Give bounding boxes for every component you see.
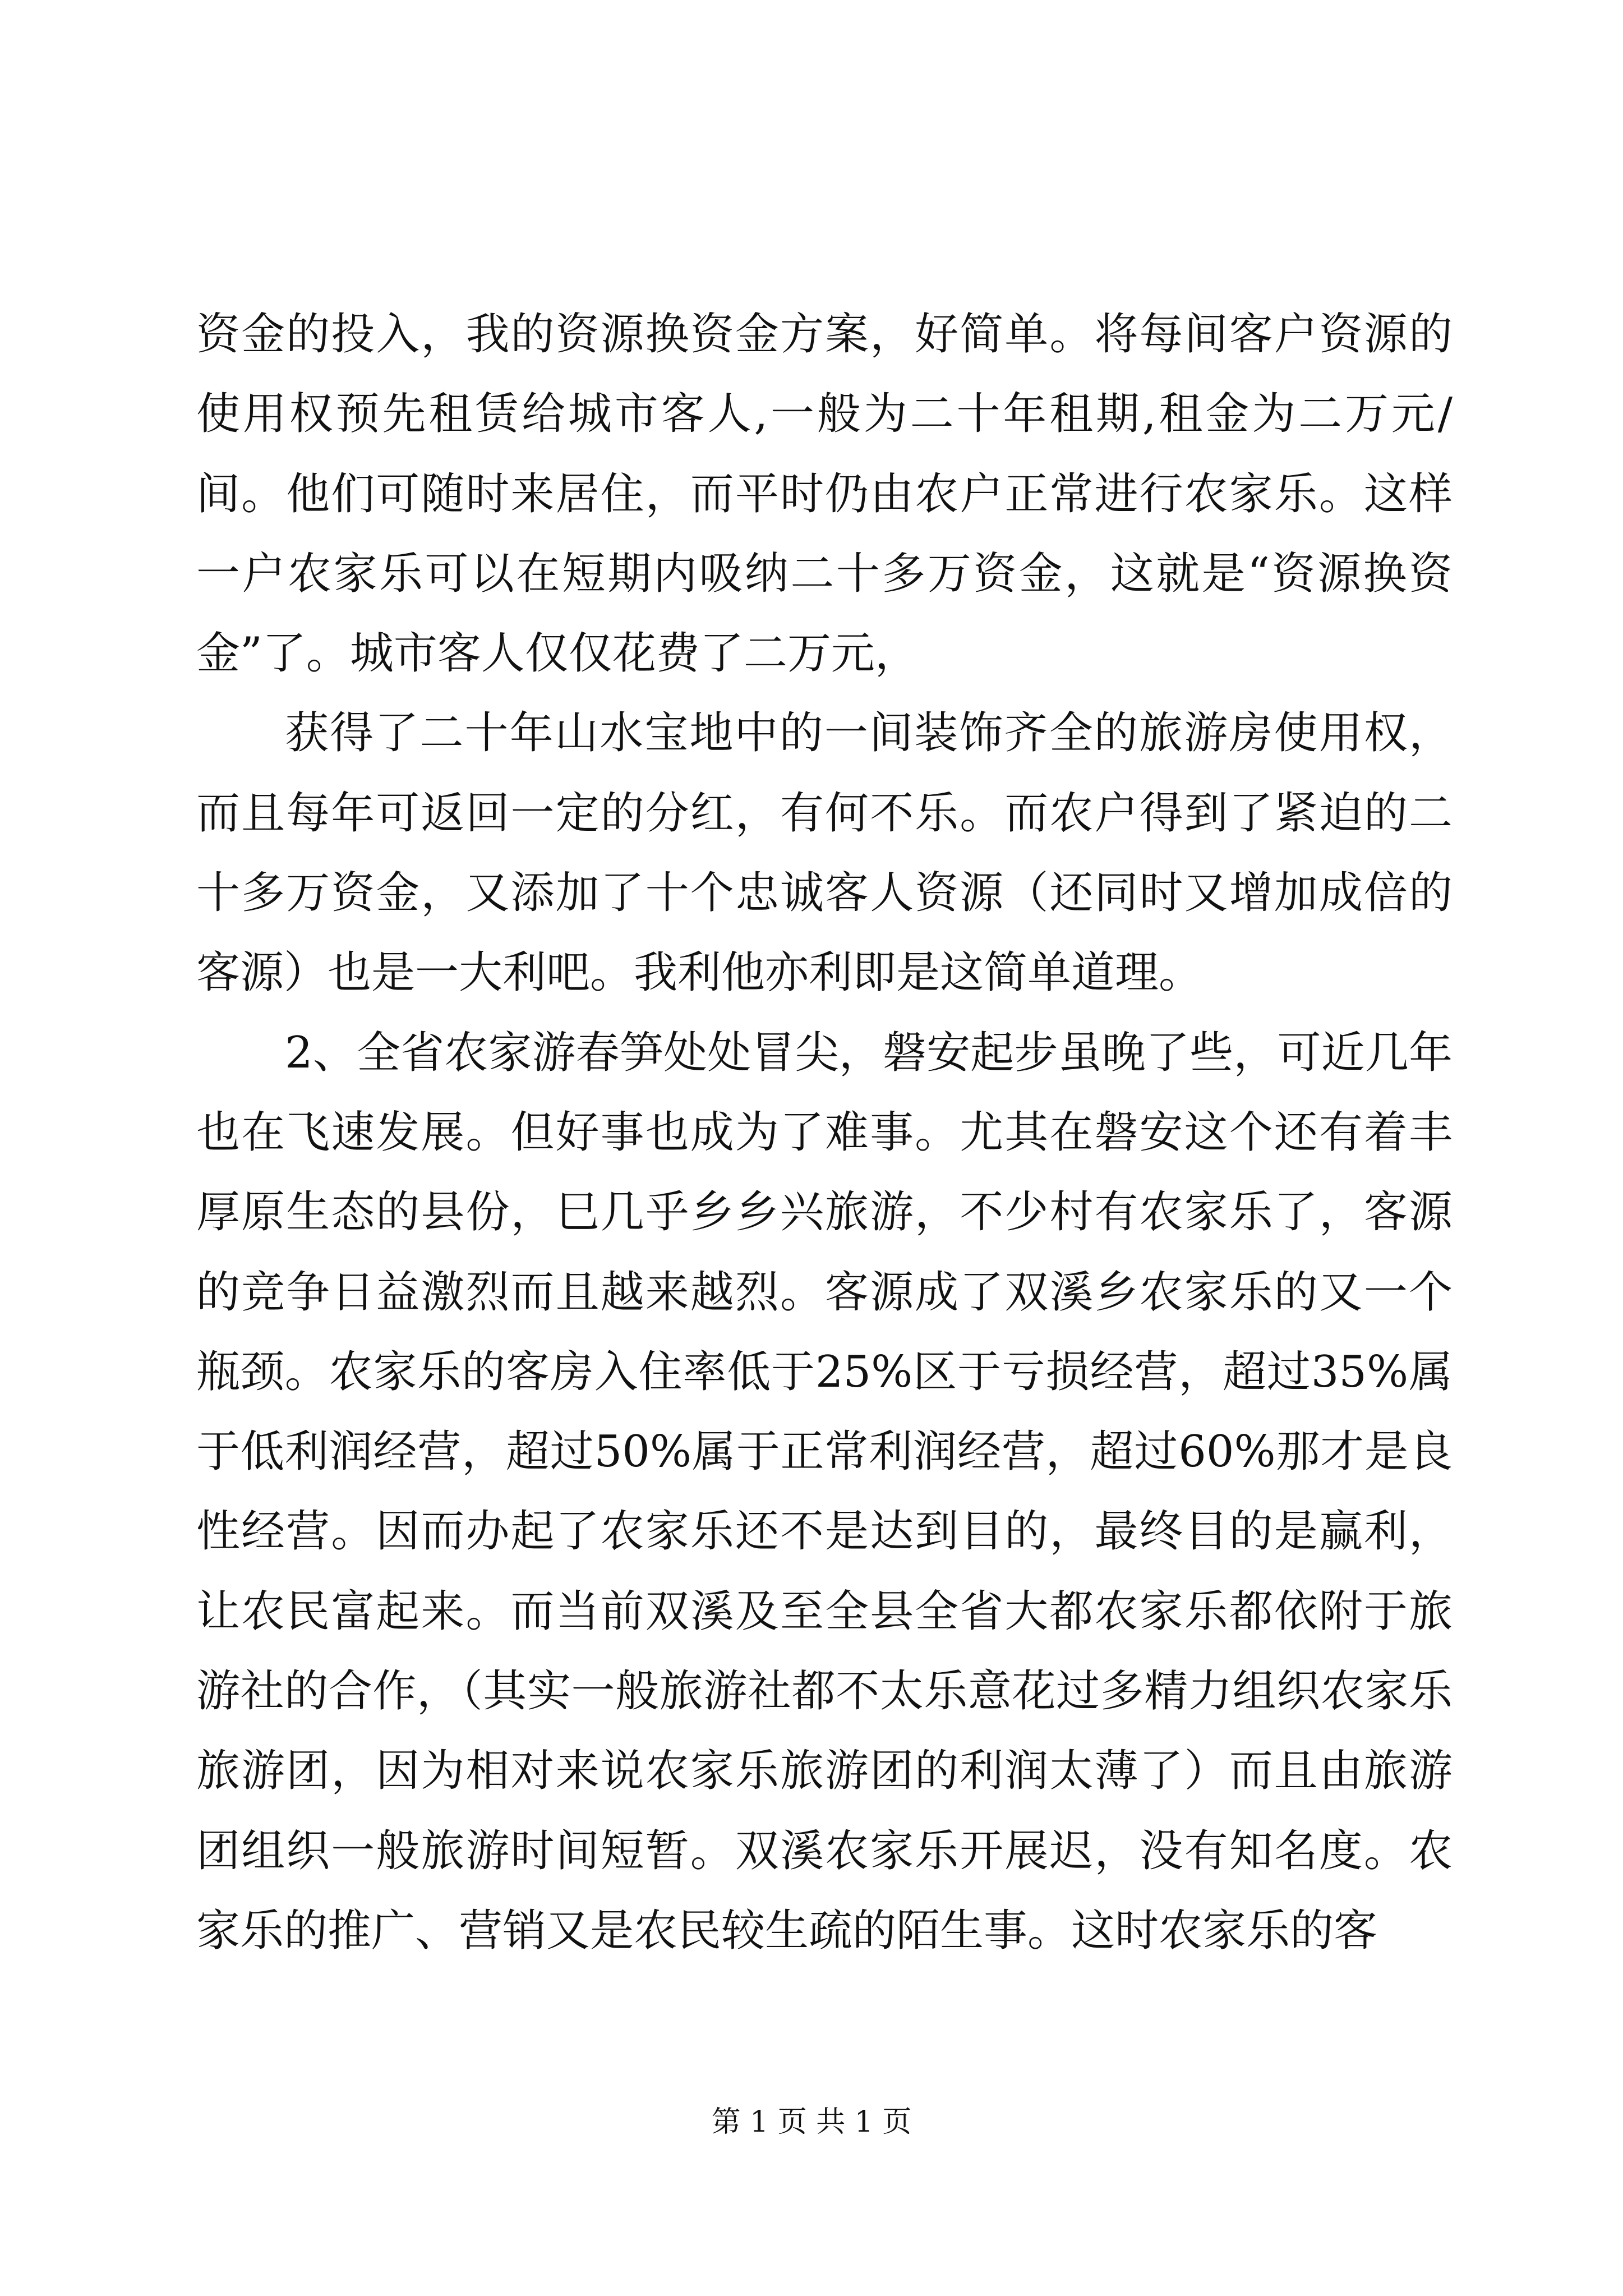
page-footer: 第 1 页 共 1 页 bbox=[711, 2105, 912, 2139]
document-body bbox=[196, 295, 1453, 1971]
paragraph-3: 2、全省农家游春笋处处冒尖，磐安起步虽晚了些，可近几年也在飞速发展。但好事也成为了难事。尤其在磐安这个还有着丰厚原生态的县份，巳几乎乡乡兴旅游，不少村有农家乐了，客源的竞争日益激烈而且越来越烈。客源成了双溪乡农家乐的又一个瓶颈。农家乐的客房入住率低于25%区于亏损经营，超过35%属于低利润经营，超过50%属于正常利润经营，超过60%那才是良性经营。因而办起了农家乐还不是达到目的，最终目的是赢利，让农民富起来。而当前双溪及至全县全省大都农家乐都依附于旅游社的合作，（其实一般旅游社都不太乐意花过多精力组织农家乐旅游团，因为相对来说农家乐旅游团的利润太薄了）而且由旅游团组织一般旅游时间短暂。双溪农家乐开展迟，没有知名度。农家乐的推广、营销又是农民较生疏的陌生事。这时农家乐的客 bbox=[196, 1027, 1453, 1956]
paragraph-2: 获得了二十年山水宝地中的一间装饰齐全的旅游房使用权，而且每年可返回一定的分红，有何不乐。而农户得到了紧迫的二十多万资金，又添加了十个忠诚客人资源（还同时又增加成倍的客源）也是一大利吧。我利他亦利即是这简单道理。 bbox=[196, 708, 1453, 999]
paragraph-1: 资金的投入，我的资源换资金方案，好简单。将每间客户资源的使用权预先租赁给城市客人,一般为二十年租期,租金为二万元/间。他们可随时来居住，而平时仍由农户正常进行农家乐。这样一户农家乐可以在短期内吸纳二十多万资金，这就是“资源换资金”了。城市客人仅仅花费了二万元， bbox=[196, 309, 1453, 679]
